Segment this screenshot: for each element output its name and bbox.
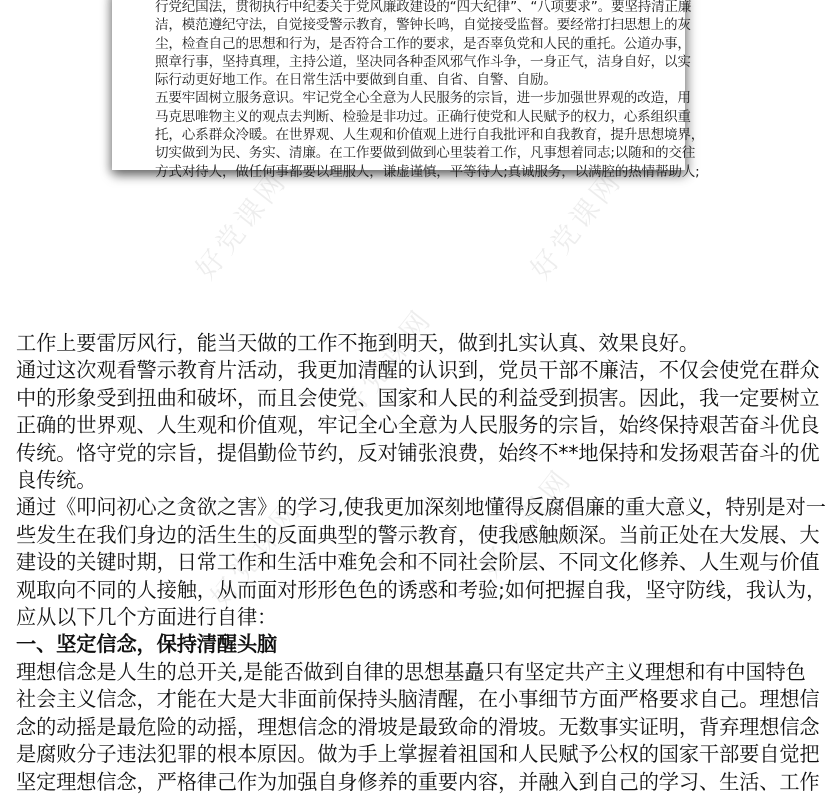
section-line: 是腐败分子违法犯罪的根本原因。做为手上掌握着祖国和人民赋予公权的国家干部要自觉把 [16,742,820,767]
preview-line: 照章行事，坚持真理，主持公道，坚决同各种歪风邪气作斗争，一身正气，洁身自好，以实 [155,53,691,70]
body-line: 观取向不同的人接触，从而面对形形色色的诱惑和考验;如何把握自我，坚守防线，我认为， [16,577,826,602]
body-line: 正确的世界观、人生观和价值观，牢记全心全意为人民服务的宗旨，始终保持艰苦奋斗优良 [16,413,820,438]
body-line: 传统。恪守党的宗旨，提倡勤俭节约，反对铺张浪费，始终不**地保持和发扬艰苦奋斗的优 [16,440,820,465]
watermark: 好党课网 [523,164,629,286]
body-line: 应从以下几个方面进行自律： [16,605,278,630]
section-heading: 一、坚定信念，保持清醒头脑 [16,632,278,657]
preview-line: 马克思唯物主义的观点去判断、检验是非功过。正确行使党和人民赋予的权力，心系组织重 [155,108,691,125]
section-line: 念的动摇是最危险的动摇，理想信念的滑坡是最致命的滑坡。无数事实证明，背弃理想信念 [16,714,820,739]
preview-text [155,0,705,181]
preview-line: 际行动更好地工作。在日常生活中要做到自重、自省、自警、自励。 [155,72,557,89]
watermark: 好党课网 [473,462,579,584]
preview-line: 洁，模范遵纪守法，自觉接受警示教育，警钟长鸣，自觉接受监督。要经常打扫思想上的灰 [155,17,691,34]
preview-line: 方式对待人，做任何事都要以理服人，谦虚谨慎，平等待人;真诚服务，以满腔的热情帮助人; [155,163,700,180]
watermark: 好党课网 [333,302,439,424]
body-line: 工作上要雷厉风行，能当天做的工作不拖到明天，做到扎实认真、效果良好。 [16,331,699,355]
document-preview-card [112,0,705,180]
body-line: 些发生在我们身边的活生生的反面典型的警示教育，使我感触颇深。当前正处在大发展、大 [16,522,820,547]
body-line: 通过《叩问初心之贪欲之害》的学习,使我更加深刻地懂得反腐倡廉的重大意义，特别是对一 [16,495,826,520]
preview-line: 尘，检查自己的思想和行为，是否符合工作的要求，是否辜负党和人民的重托。公道办事， [155,35,691,52]
preview-line: 托，心系群众冷暖。在世界观、人生观和价值观上进行自我批评和自我教育，提升思想境界， [155,127,705,144]
preview-line: 行党纪国法，贯彻执行中纪委关于党风廉政建设的“四大纪律”、“八项要求”。要坚持清正廉 [155,0,692,15]
body-line: 建设的关键时期，日常工作和生活中难免会和不同社会阶层、不同文化修养、人生观与价值 [16,550,820,575]
watermark: 好党课网 [203,492,309,614]
preview-line: 五要牢固树立服务意识。牢记党全心全意为人民服务的宗旨，进一步加强世界观的改造，用 [155,90,691,107]
document-body [16,330,826,796]
section-line: 理想信念是人生的总开关,是能否做到自律的思想基矗只有坚定共产主义理想和有中国特色 [16,659,806,684]
body-line: 良传统。 [16,468,97,493]
watermark: 好党课网 [188,164,294,286]
section-line: 社会主义信念，才能在大是大非面前保持头脑清醒，在小事细节方面严格要求自己。理想信 [16,687,820,712]
body-line: 通过这次观看警示教育片活动，我更加清醒的认识到，党员干部不廉洁，不仅会使党在群众 [16,358,820,383]
body-line: 中的形象受到扭曲和破坏，而且会使党、国家和人民的利益受到损害。因此，我一定要树立 [16,385,820,410]
preview-line: 切实做到为民、务实、清廉。在工作要做到做到心里装着工作，凡事想着同志;以随和的交往 [155,145,696,162]
section-line: 坚定理想信念，严格律己作为加强自身修养的重要内容，并融入到自己的学习、生活、工作 [16,769,820,794]
